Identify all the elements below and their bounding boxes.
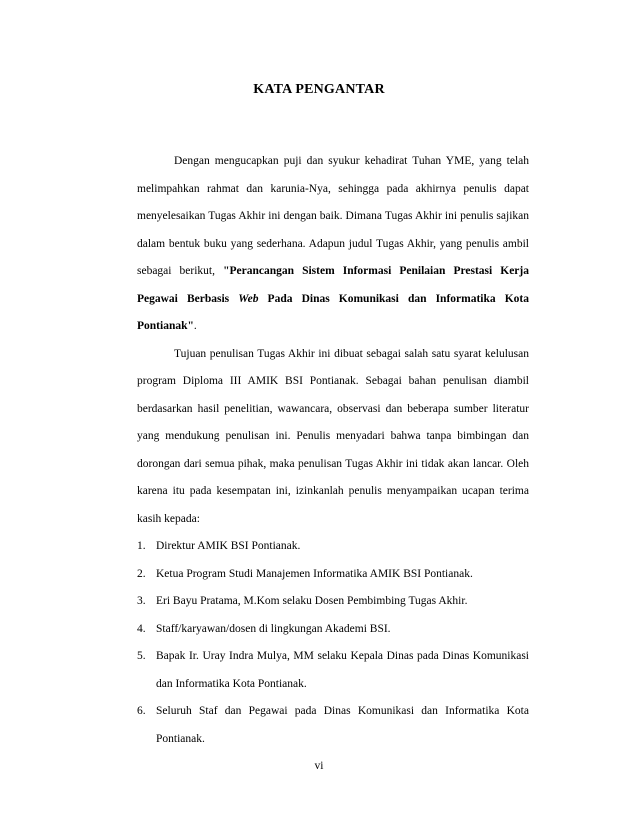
body-text (137, 148, 529, 753)
list-item (137, 698, 529, 753)
list-item (137, 561, 529, 589)
paragraph-purpose: Tujuan penulisan Tugas Akhir ini dibuat sebagai salah satu syarat kelulusan program Diploma III AMIK BSI Pontianak. Sebagai bahan penulisan diambil berdasarkan hasil penelitian, wawancara, observasi dan beberapa sumber literatur yang mendukung penulisan ini. Penulis menyadari bahwa tanpa bimbingan dan dorongan dari semua pihak, maka penulisan Tugas Akhir ini tidak akan lancar. Oleh karena itu pada kesempatan ini, izinkanlah penulis menyampaikan ucapan terima kasih kepada: (137, 347, 529, 525)
list-item-number: 5. (137, 650, 146, 662)
list-item-number: 1. (137, 540, 146, 552)
acknowledgement-list (137, 533, 529, 753)
list-item-number: 6. (137, 705, 146, 717)
list-item-number: 2. (137, 567, 146, 580)
page-title: KATA PENGANTAR (253, 82, 385, 97)
list-item-text: Eri Bayu Pratama, M.Kom selaku Dosen Pembimbing Tugas Akhir. (156, 595, 468, 607)
thesis-title-part-1: "Perancangan Sistem Informasi Penilaian Prestasi Kerja Pegawai Berbasis (137, 265, 529, 305)
thesis-title-part-2: Pada Dinas Komunikasi dan Informatika Kota Pontianak" (137, 292, 529, 332)
list-item-text: Staff/karyawan/dosen di lingkungan Akademi BSI. (156, 622, 391, 635)
page-number: vi (314, 760, 324, 772)
list-item (137, 588, 529, 616)
list-item-number: 3. (137, 595, 146, 607)
paragraph-opening-text: Dengan mengucapkan puji dan syukur kehadirat Tuhan YME, yang telah melimpahkan rahmat dan karunia-Nya, sehingga pada akhirnya penulis dapat menyelesaikan Tugas Akhir ini dengan baik. Dimana Tugas Akhir ini penulis sajikan dalam bentuk buku yang sederhana. Adapun judul Tugas Akhir, yang penulis ambil sebagai berikut, (137, 155, 529, 277)
list-item (137, 643, 529, 698)
list-item-text: Seluruh Staf dan Pegawai pada Dinas Komunikasi dan Informatika Kota Pontianak. (156, 705, 529, 745)
thesis-title-web: Web (238, 292, 259, 305)
paragraph-opening-end: . (193, 320, 197, 332)
paragraph-opening (137, 148, 529, 341)
list-item-text: Bapak Ir. Uray Indra Mulya, MM selaku Kepala Dinas pada Dinas Komunikasi dan Informatika Kota Pontianak. (156, 650, 529, 690)
list-item-text: Ketua Program Studi Manajemen Informatika AMIK BSI Pontianak. (156, 567, 473, 580)
list-item (137, 616, 529, 644)
list-item-text: Direktur AMIK BSI Pontianak. (156, 540, 301, 552)
list-item (137, 533, 529, 561)
list-item-number: 4. (137, 622, 146, 635)
